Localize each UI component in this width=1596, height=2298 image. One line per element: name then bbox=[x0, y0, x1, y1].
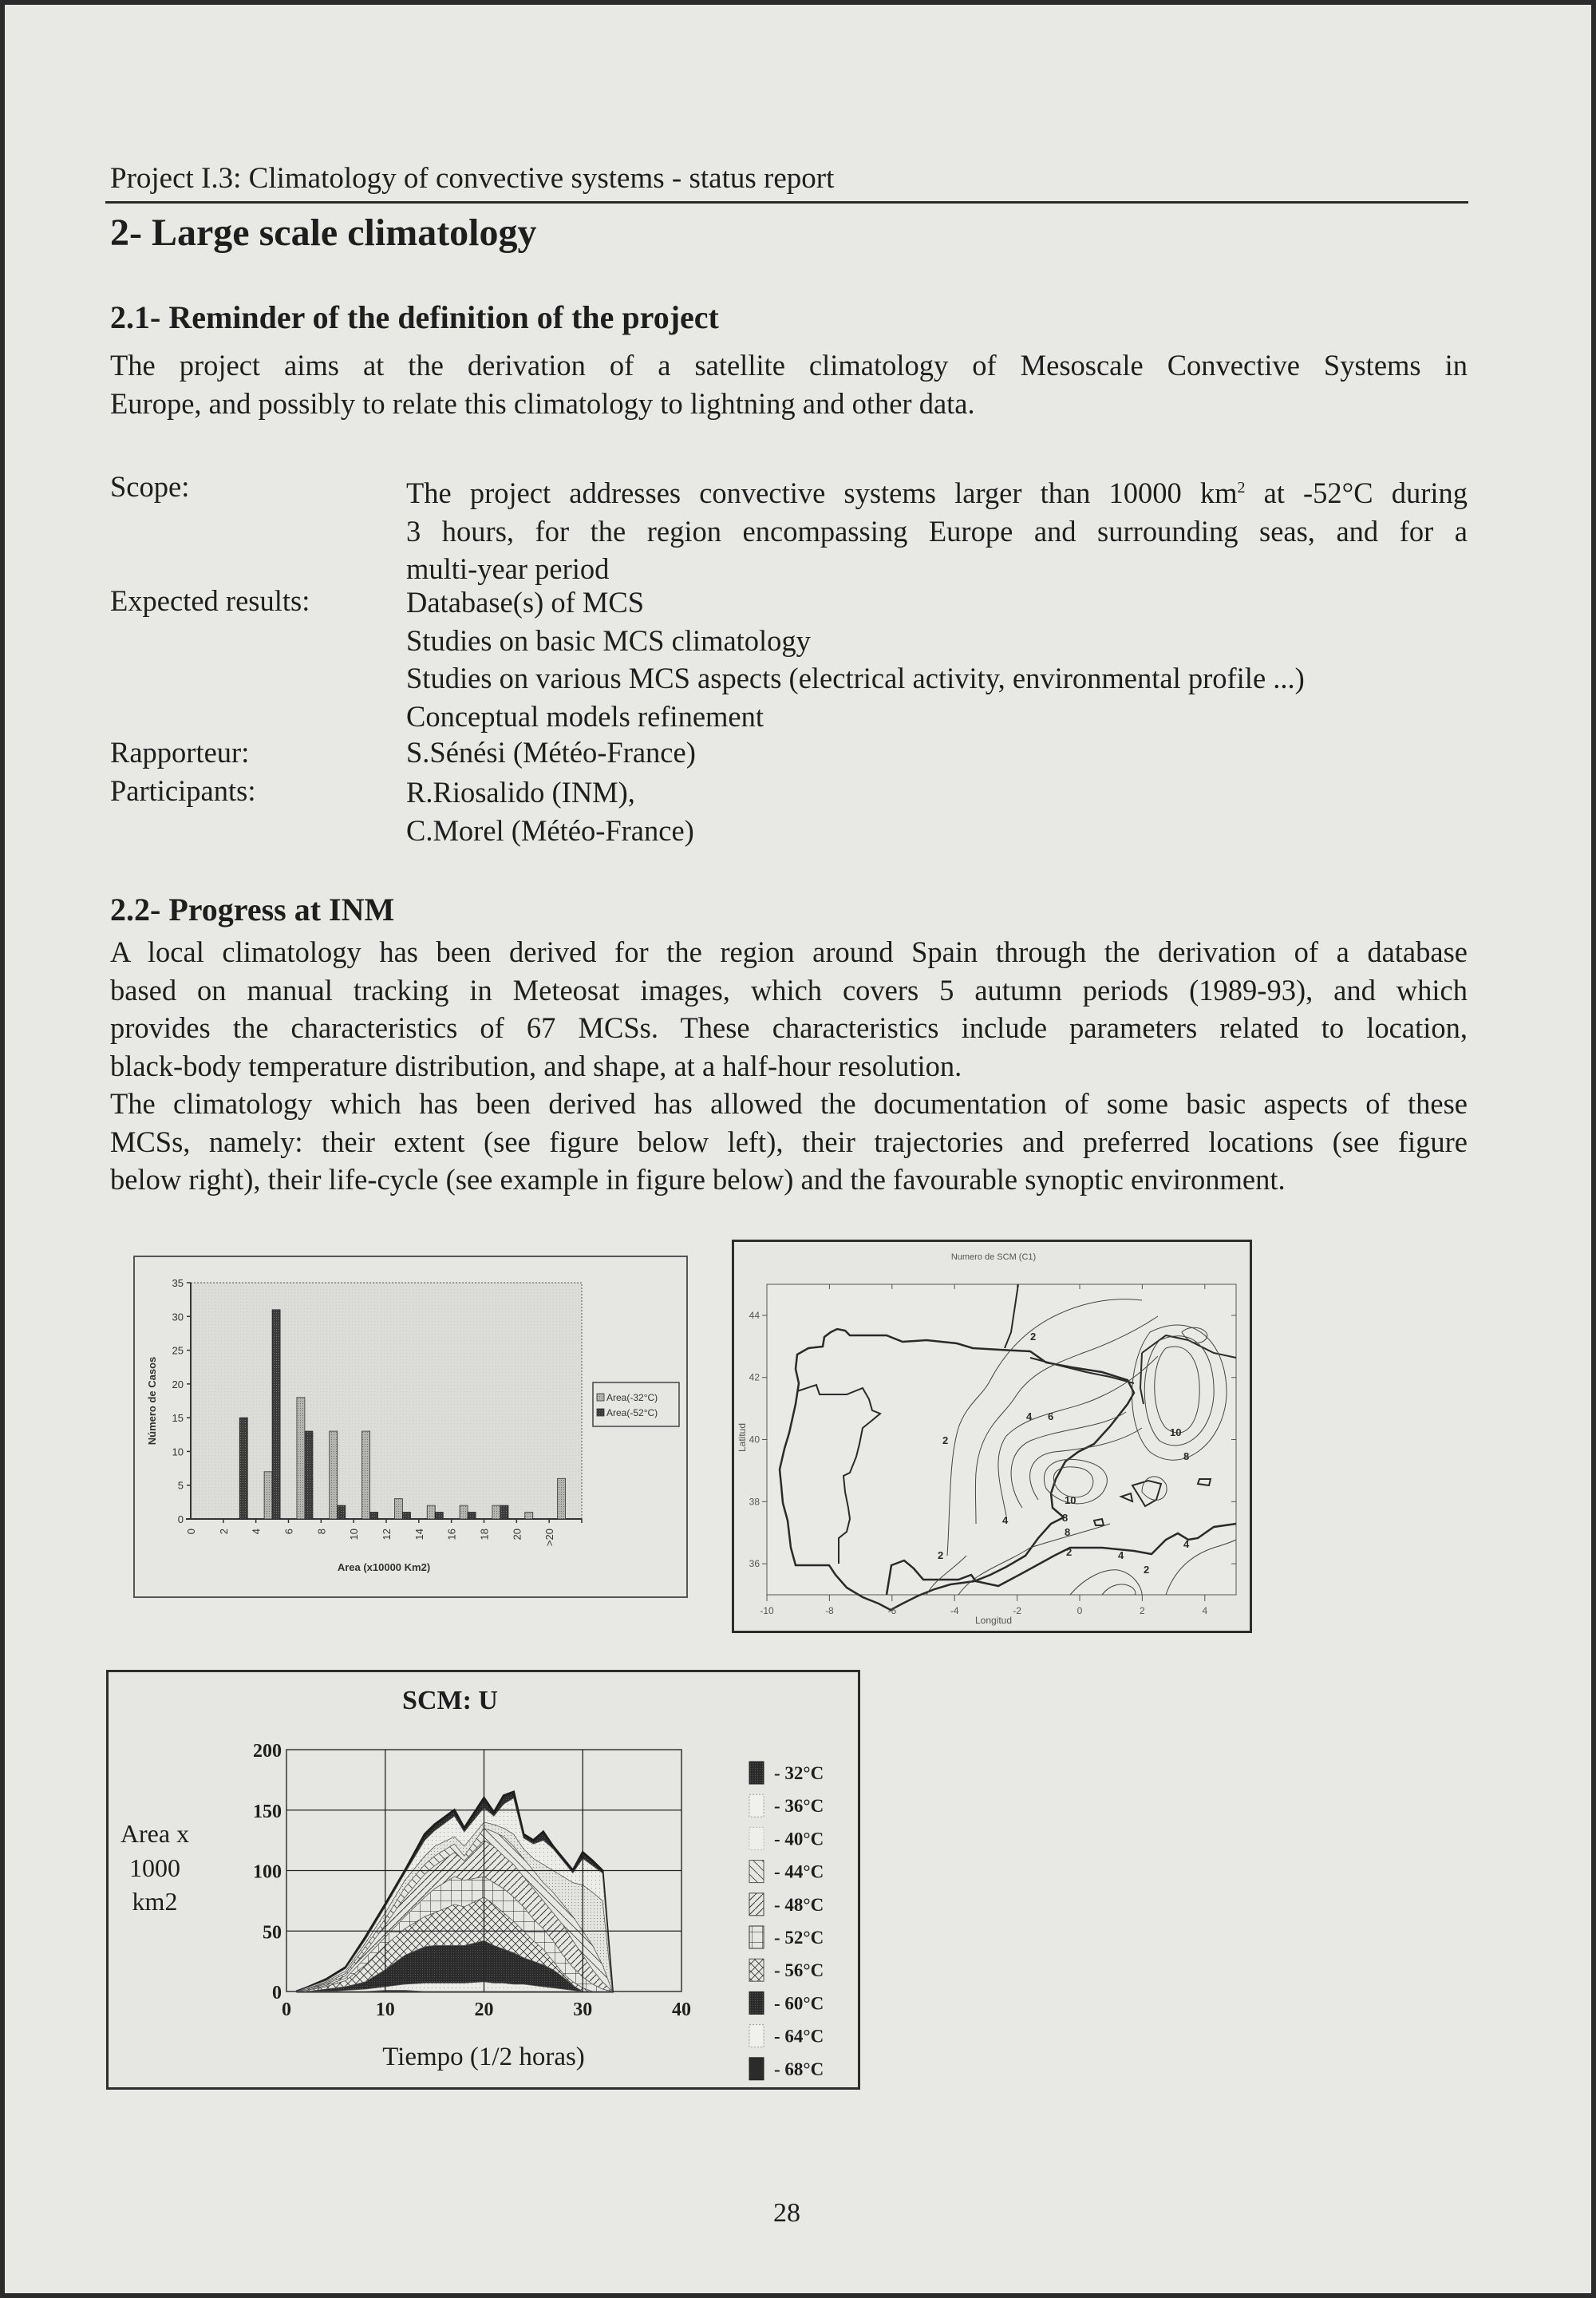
scope-definition bbox=[406, 469, 1468, 588]
map-y-label: Latitud bbox=[737, 1422, 748, 1453]
legend-swatch bbox=[749, 1861, 764, 1883]
intro-line: The project aims at the derivation of a satellite climatology of Mesoscale Convective Systems in bbox=[110, 349, 1468, 382]
inm-paragraph-1 bbox=[110, 933, 1468, 1085]
map-x-tick-label: 4 bbox=[1202, 1605, 1208, 1616]
participants-list bbox=[406, 773, 694, 849]
y-tick-label: 25 bbox=[172, 1344, 184, 1357]
map-x-tick-label: -6 bbox=[887, 1605, 897, 1616]
map-y-tick-label: 44 bbox=[749, 1309, 760, 1321]
running-header: Project I.3: Climatology of convective systems - status report bbox=[110, 162, 835, 195]
x-axis-ticks bbox=[185, 1519, 582, 1546]
histogram-chart bbox=[135, 1257, 686, 1596]
header-rule bbox=[105, 201, 1468, 204]
y-tick-label: 35 bbox=[172, 1277, 184, 1289]
svg-text:2: 2 bbox=[1066, 1546, 1073, 1558]
legend-label: - 40°C bbox=[774, 1829, 824, 1849]
x-tick-label: 30 bbox=[573, 1999, 593, 2020]
scope-label: Scope: bbox=[110, 470, 190, 503]
map-y-tick-label: 40 bbox=[749, 1434, 760, 1446]
legend-swatch-52 bbox=[597, 1409, 604, 1416]
svg-text:4: 4 bbox=[1002, 1514, 1009, 1526]
svg-text:2: 2 bbox=[942, 1434, 949, 1446]
legend-swatch bbox=[749, 1893, 764, 1916]
scope-line: multi-year period bbox=[406, 552, 610, 586]
legend-swatch bbox=[749, 1959, 764, 1981]
document-page bbox=[5, 5, 1591, 2293]
expected-results-label: Expected results: bbox=[110, 584, 310, 617]
y-tick-label: 15 bbox=[172, 1412, 184, 1425]
bar-area-32 bbox=[362, 1431, 370, 1519]
scope-line: 3 hours, for the region encompassing Europe and surrounding seas, and for a bbox=[406, 514, 1468, 548]
expected-item: Studies on basic MCS climatology bbox=[406, 623, 811, 657]
svg-text:10: 10 bbox=[1170, 1426, 1182, 1438]
y-tick-label: 200 bbox=[253, 1741, 282, 1762]
lifecycle-figure bbox=[106, 1670, 860, 2090]
y-tick-label: 10 bbox=[172, 1446, 184, 1458]
paragraph-line: MCSs, namely: their extent (see figure below left), their trajectories and preferred locations (see figure bbox=[110, 1125, 1468, 1158]
contour-map bbox=[734, 1242, 1250, 1631]
participant: R.Riosalido (INM), bbox=[406, 776, 635, 809]
bar-area-52 bbox=[239, 1418, 247, 1519]
expected-item: Conceptual models refinement bbox=[406, 699, 764, 733]
expected-item: Studies on various MCS aspects (electrical activity, environmental profile ...) bbox=[406, 662, 1305, 694]
page-number: 28 bbox=[773, 2198, 800, 2228]
lifecycle-y-label-3: km2 bbox=[132, 1887, 178, 1916]
x-tick-label: 14 bbox=[413, 1529, 425, 1541]
svg-text:2: 2 bbox=[938, 1549, 944, 1561]
subsection-title-2-2: 2.2- Progress at INM bbox=[110, 892, 395, 928]
svg-text:4: 4 bbox=[1183, 1538, 1190, 1550]
y-tick-label: 0 bbox=[272, 1983, 282, 2003]
bar-area-32 bbox=[394, 1499, 402, 1519]
lifecycle-y-label-2: 1000 bbox=[129, 1853, 180, 1882]
paragraph-line: provides the characteristics of 67 MCSs. These characteristics include parameters related to location, bbox=[110, 1011, 1468, 1044]
map-x-tick-label: 0 bbox=[1077, 1605, 1083, 1616]
y-axis-label: Número de Casos bbox=[146, 1356, 158, 1446]
x-tick-label: >20 bbox=[543, 1529, 556, 1547]
x-tick-label: 40 bbox=[672, 1999, 691, 2020]
x-tick-label: 20 bbox=[511, 1529, 523, 1541]
map-y-tick-label: 38 bbox=[749, 1496, 760, 1508]
paragraph-line: based on manual tracking in Meteosat images, which covers 5 autumn periods (1989-93), and which bbox=[110, 973, 1468, 1007]
x-tick-label: 12 bbox=[381, 1529, 393, 1541]
bar-area-32 bbox=[525, 1513, 533, 1519]
x-axis-ticks bbox=[282, 1999, 691, 2020]
map-x-tick-label: -2 bbox=[1013, 1605, 1021, 1616]
svg-text:2: 2 bbox=[1144, 1564, 1150, 1576]
svg-text:6: 6 bbox=[1048, 1410, 1054, 1422]
rapporteur-value: S.Sénési (Météo-France) bbox=[406, 736, 696, 769]
paragraph-line: A local climatology has been derived for the region around Spain through the derivation of a database bbox=[110, 935, 1468, 968]
legend-label: - 44°C bbox=[774, 1861, 824, 1882]
legend-swatch bbox=[749, 1794, 764, 1817]
x-tick-label: 18 bbox=[478, 1529, 491, 1541]
rapporteur-label: Rapporteur: bbox=[110, 736, 250, 769]
lifecycle-x-label: Tiempo (1/2 horas) bbox=[382, 2043, 585, 2071]
expected-results-list bbox=[406, 583, 1305, 735]
y-tick-label: 30 bbox=[172, 1311, 184, 1323]
bar-area-52 bbox=[338, 1505, 346, 1519]
svg-text:8: 8 bbox=[1062, 1512, 1069, 1524]
scope-line: The project addresses convective systems larger than 10000 $km^2$ at -52°C during bbox=[406, 477, 1468, 510]
bar-area-32 bbox=[558, 1478, 566, 1519]
map-x-tick-label: -10 bbox=[760, 1605, 774, 1616]
legend-swatch bbox=[749, 2058, 764, 2080]
legend-swatch bbox=[749, 1827, 764, 1849]
histogram-figure bbox=[133, 1256, 688, 1598]
intro-line: Europe, and possibly to relate this climatology to lightning and other data. bbox=[110, 386, 975, 420]
x-tick-label: 16 bbox=[445, 1529, 458, 1541]
map-x-tick-label: 2 bbox=[1140, 1605, 1145, 1616]
map-y-tick-label: 42 bbox=[749, 1371, 760, 1383]
legend-swatch bbox=[749, 1926, 764, 1948]
map-x-tick-label: -4 bbox=[950, 1605, 959, 1616]
svg-text:8: 8 bbox=[1065, 1526, 1071, 1538]
bar-area-32 bbox=[297, 1398, 305, 1519]
x-tick-label: 4 bbox=[250, 1529, 263, 1535]
bar-area-52 bbox=[402, 1513, 410, 1519]
legend-label: - 52°C bbox=[774, 1928, 824, 1948]
paragraph-line: The climatology which has been derived has allowed the documentation of some basic aspects of these bbox=[110, 1087, 1468, 1120]
bar-area-52 bbox=[370, 1513, 378, 1519]
legend-label: - 60°C bbox=[774, 1993, 824, 2014]
legend-label: - 68°C bbox=[774, 2059, 824, 2079]
intro-paragraph bbox=[110, 346, 1468, 422]
y-axis-ticks bbox=[253, 1741, 282, 2003]
map-x-label: Longitud bbox=[974, 1615, 1013, 1626]
x-tick-label: 6 bbox=[282, 1529, 295, 1535]
paragraph-line: black-body temperature distribution, and shape, at a half-hour resolution. bbox=[110, 1049, 962, 1082]
x-tick-label: 0 bbox=[185, 1529, 197, 1535]
bar-area-32 bbox=[460, 1505, 468, 1519]
y-tick-label: 0 bbox=[177, 1513, 184, 1525]
legend-label: - 64°C bbox=[774, 2026, 824, 2047]
y-tick-label: 5 bbox=[177, 1479, 184, 1492]
legend bbox=[593, 1382, 679, 1426]
bar-area-32 bbox=[330, 1431, 338, 1519]
x-tick-label: 8 bbox=[315, 1529, 328, 1535]
map-title: Numero de SCM (C1) bbox=[950, 1252, 1037, 1262]
x-tick-label: 10 bbox=[348, 1529, 361, 1541]
lifecycle-chart bbox=[109, 1672, 858, 2087]
legend-swatch bbox=[749, 2025, 764, 2047]
legend-label-52: Area(-52°C) bbox=[606, 1407, 658, 1418]
legend bbox=[749, 1762, 824, 2080]
y-tick-label: 20 bbox=[172, 1378, 184, 1390]
bar-area-32 bbox=[427, 1505, 435, 1519]
legend-label: - 48°C bbox=[774, 1894, 824, 1915]
y-tick-label: 50 bbox=[263, 1922, 282, 1944]
map-plot bbox=[767, 1284, 1236, 1610]
legend-label: - 36°C bbox=[774, 1796, 824, 1817]
y-axis-ticks bbox=[172, 1277, 191, 1525]
legend-label: - 32°C bbox=[774, 1763, 824, 1783]
legend-swatch bbox=[749, 1991, 764, 2014]
contour-map-figure bbox=[732, 1240, 1252, 1633]
svg-text:2: 2 bbox=[1030, 1331, 1037, 1343]
bar-area-52 bbox=[305, 1431, 313, 1519]
x-axis-label: Area (x10000 Km2) bbox=[337, 1561, 431, 1573]
map-x-tick-label: -8 bbox=[825, 1605, 834, 1616]
x-tick-label: 20 bbox=[474, 1999, 494, 2020]
x-tick-label: 10 bbox=[375, 1999, 395, 2020]
bar-area-52 bbox=[500, 1505, 508, 1519]
plot-area bbox=[191, 1283, 582, 1519]
inm-paragraph-2 bbox=[110, 1085, 1468, 1199]
bar-area-52 bbox=[435, 1513, 443, 1519]
map-y-tick-label: 36 bbox=[749, 1558, 760, 1570]
x-tick-label: 0 bbox=[282, 1999, 291, 2020]
subsection-title-2-1: 2.1- Reminder of the definition of the project bbox=[110, 299, 719, 335]
x-tick-label: 2 bbox=[217, 1529, 230, 1535]
svg-text:4: 4 bbox=[1118, 1549, 1124, 1561]
participant: C.Morel (Météo-France) bbox=[406, 813, 694, 847]
svg-text:10: 10 bbox=[1065, 1494, 1077, 1506]
svg-text:4: 4 bbox=[1026, 1410, 1033, 1422]
svg-text:8: 8 bbox=[1183, 1450, 1190, 1462]
legend-swatch-32 bbox=[597, 1394, 604, 1401]
bar-area-32 bbox=[264, 1472, 272, 1519]
bar-area-52 bbox=[272, 1310, 280, 1519]
lifecycle-title: SCM: U bbox=[402, 1686, 498, 1715]
legend-label: - 56°C bbox=[774, 1960, 824, 1981]
legend-label-32: Area(-32°C) bbox=[606, 1392, 658, 1403]
y-tick-label: 100 bbox=[253, 1861, 282, 1883]
bar-area-52 bbox=[468, 1513, 476, 1519]
expected-item: Database(s) of MCS bbox=[406, 586, 645, 619]
y-tick-label: 150 bbox=[253, 1801, 282, 1822]
paragraph-line: below right), their life-cycle (see example in figure below) and the favourable synoptic environment. bbox=[110, 1163, 1286, 1196]
bar-area-32 bbox=[492, 1505, 500, 1519]
legend-swatch bbox=[749, 1762, 764, 1784]
lifecycle-y-label-1: Area x bbox=[120, 1819, 190, 1848]
section-title: 2- Large scale climatology bbox=[110, 212, 537, 254]
participants-label: Participants: bbox=[110, 774, 256, 807]
